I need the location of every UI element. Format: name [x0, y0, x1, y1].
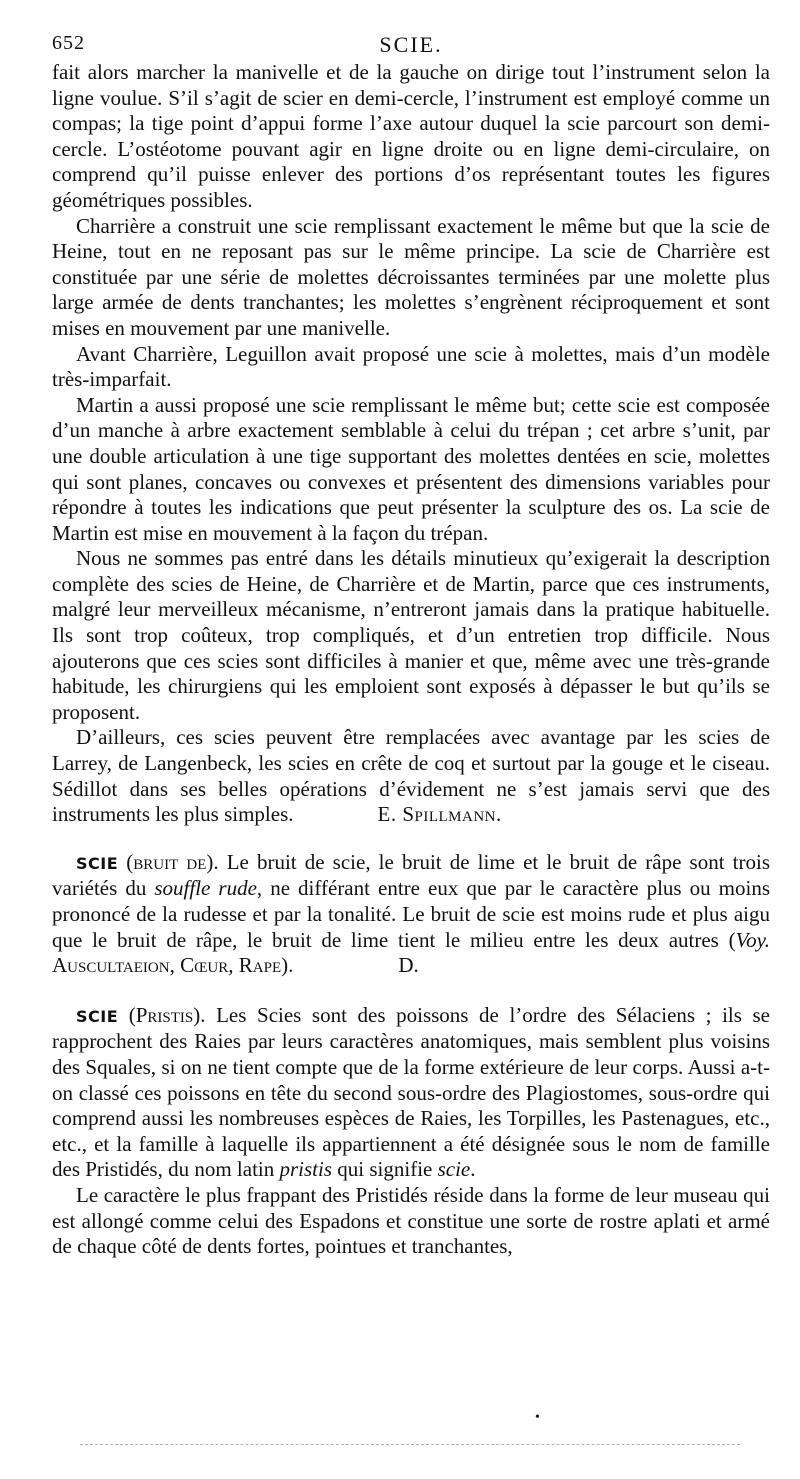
page: [52, 26, 770, 1260]
paragraph: [52, 850, 770, 979]
text-run: .: [470, 1157, 476, 1182]
text-run: Le bruit de scie, le bruit de lime et le bruit de râpe sont trois variétés du: [52, 849, 770, 901]
paragraph: Avant Charrière, Leguillon avait proposé une scie à molettes, mais d’un modèle très-imparfait.: [52, 341, 770, 392]
text-run: qui signifie: [332, 1157, 438, 1182]
paragraph: Martin a aussi proposé une scie remplissant le même but; cette scie est composée d’un manche à arbre exactement semblable à celui du trépan ; cet arbre s’unit, par une double articulation à une tige supportant des molettes dentées en scie, molettes qui sont planes, concaves ou convexes et présentent des dimensions variables pour répondre à toutes les indications que peut présenter la sculpture des os. La scie de Martin est mise en mouvement à la façon du trépan.: [52, 392, 770, 545]
paragraph: [52, 1003, 770, 1183]
text-run: Les Scies sont des poissons de l’ordre des Sélaciens ; ils se rapprochent des Raies par leurs caractères anatomiques, mais semblent plus voisins des Squales, si on ne tient compte que de la forme extérieure de leur corps. Aussi a-t-on classé ces poissons en tête du second sous-ordre des Plagiostomes, sous-ordre qui comprend aussi les nombreuses espèces de Raies, les Torpilles, les Pastenagues, etc., etc., et la famille à laquelle ils appartiennent a été désignée sous le nom de famille des Pristidés, du nom latin: [52, 1002, 771, 1182]
article-scie-pristis: [52, 1003, 770, 1260]
entry-lemma: SCIE: [76, 1006, 119, 1026]
text-run: , ne différant entre eux que par le caractère plus ou moins prononcé de la rudesse et par la tonalité. Le bruit de scie est moins rude et plus aigu que le bruit de râpe, le bruit de lime tient le milieu entre les deux autres (: [52, 876, 770, 952]
running-head: SCIE.: [379, 32, 443, 57]
author-signature: E. Spillmann.: [377, 802, 502, 827]
footer-mark: •: [535, 1410, 540, 1425]
entry-lemma: SCIE: [76, 853, 119, 873]
paragraph-closing: [52, 725, 770, 827]
paragraph: Le caractère le plus frappant des Pristidés réside dans la forme de leur museau qui est allongé comme celui des Espadons et constitue une sorte de rostre aplati et armé de chaque côté de dents fortes, pointues et tranchantes,: [52, 1182, 770, 1259]
closing-text: D’ailleurs, ces scies peuvent être remplacées avec avantage par les scies de Larrey, de Langenbeck, les scies en crête de coq et surtout par la gouge et le ciseau. Sédillot dans ses belles opérations d’évidement ne s’est jamais servi que des instruments les plus simples.: [52, 725, 770, 827]
entry-qualifier: (bruit de).: [126, 849, 219, 874]
italic-term: souffle rude: [154, 876, 257, 901]
italic-term: scie: [437, 1157, 471, 1182]
cross-references: Auscultaeion, Cœur, Rape: [52, 953, 282, 978]
page-header: [52, 26, 770, 60]
paragraph: fait alors marcher la manivelle et de la gauche on dirige tout l’instrument selon la ligne voulue. S’il s’agit de scier en demi-cercle, l’instrument est employé comme un compas; la tige point d’appui forme l’axe autour duquel la scie parcourt son demi-cercle. L’ostéotome pouvant agir en ligne droite ou en ligne demi-circulaire, on comprend qu’il puisse enlever des portions d’os représentant toutes les figures géométriques possibles.: [52, 60, 770, 212]
voy-reference: Voy.: [735, 927, 770, 952]
article-scie-bruit: [52, 850, 770, 979]
article-continuation: [52, 60, 770, 828]
entry-qualifier: (Pristis).: [118, 1002, 206, 1027]
page-number: 652: [52, 32, 85, 54]
italic-term: pristis: [279, 1157, 333, 1182]
text-run: ).: [281, 953, 294, 978]
bottom-rule: [80, 1444, 740, 1445]
paragraph: Charrière a construit une scie remplissant exactement le même but que la scie de Heine, tout en ne reposant pas sur le même principe. La scie de Charrière est constituée par une série de molettes décroissantes terminées par une molette plus large armée de dents tranchantes; les molettes s’engrènent réciproquement et sont mises en mouvement par une manivelle.: [52, 213, 770, 340]
paragraph: Nous ne sommes pas entré dans les détails minutieux qu’exigerait la description complète des scies de Heine, de Charrière et de Martin, parce que ces instruments, malgré leur merveilleux mécanisme, n’entreront jamais dans la pratique habituelle. Ils sont trop coûteux, trop compliqués, et d’un entretien trop difficile. Nous ajouterons que ces scies sont difficiles à manier et que, même avec une très-grande habitude, les chirurgiens qui les emploient sont exposés à dépasser le but qu’ils se proposent.: [52, 546, 770, 724]
author-signature: D.: [398, 953, 419, 978]
